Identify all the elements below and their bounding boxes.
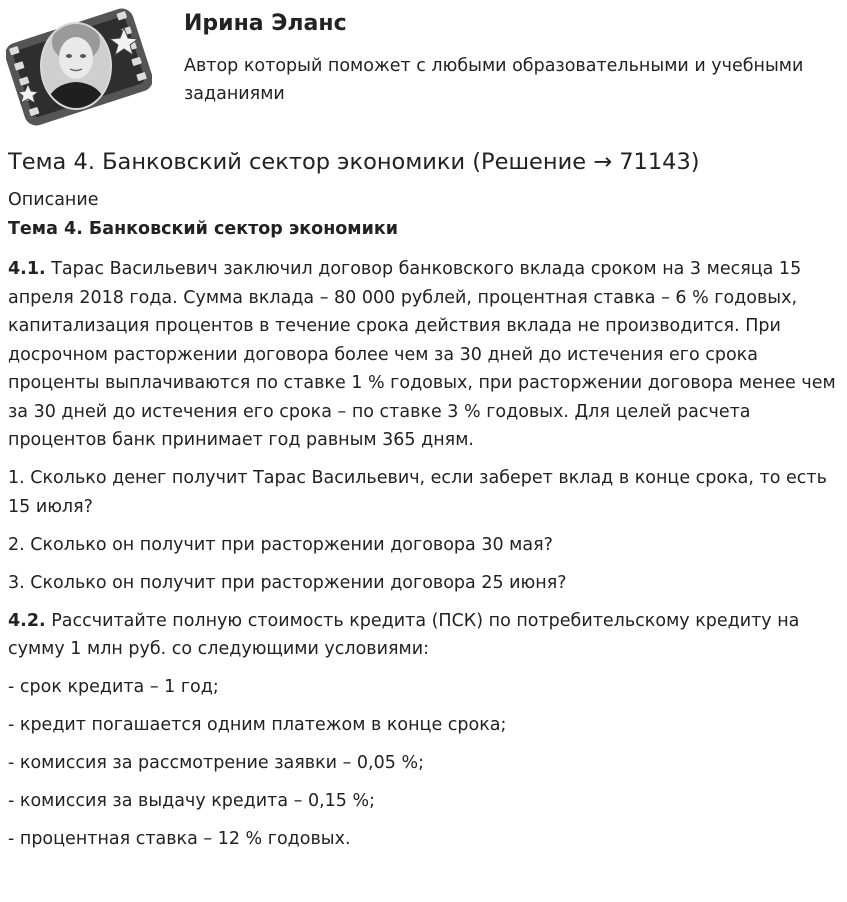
author-header — [0, 0, 847, 130]
task-text: Тарас Васильевич заключил договор банковского вклада сроком на 3 месяца 15 апреля 2018 года. Сумма вклада – 80 000 рублей, процентная ставка – 6 % годовых, капитализация процентов в течение срока действия вклада не производится. При досрочном расторжении договора более чем за 30 дней до истечения его срока проценты выплачиваются по ставке 1 % годовых, при расторжении договора менее чем за 30 дней до истечения его срока – по ставке 3 % годовых. Для целей расчета процентов банк принимает год равным 365 дням. — [8, 259, 836, 450]
question-item: 3. Сколько он получит при расторжении договора 25 июня? — [8, 572, 567, 593]
condition-item: - комиссия за рассмотрение заявки – 0,05 %; — [8, 753, 424, 773]
topic-heading: Тема 4. Банковский сектор экономики — [8, 219, 399, 239]
page-title: Тема 4. Банковский сектор экономики (Решение → 71143) — [8, 149, 700, 175]
condition-item: - процентная ставка – 12 % годовых. — [8, 829, 351, 849]
task-content — [8, 255, 844, 863]
condition-item: - комиссия за выдачу кредита – 0,15 %; — [8, 791, 376, 811]
condition-item: - кредит погашается одним платежом в конце срока; — [8, 715, 507, 735]
condition-item: - срок кредита – 1 год; — [8, 677, 219, 697]
description-label: Описание — [8, 190, 99, 210]
question-item: 2. Сколько он получит при расторжении договора 30 мая? — [8, 534, 553, 555]
task-4-2 — [8, 607, 844, 664]
task-number: 4.1. — [8, 259, 46, 279]
task-4-1 — [8, 255, 844, 455]
task-number: 4.2. — [8, 610, 46, 631]
author-avatar — [6, 6, 152, 128]
question-item: 1. Сколько денег получит Тарас Васильевич, если заберет вклад в конце срока, то есть 15 июля? — [8, 468, 827, 517]
author-description: Автор который поможет с любыми образовательными и учебными заданиями — [184, 56, 804, 104]
task-text: Рассчитайте полную стоимость кредита (ПСК) по потребительскому кредиту на сумму 1 млн руб. со следующими условиями: — [8, 610, 800, 659]
author-name: Ирина Эланс — [184, 11, 347, 36]
